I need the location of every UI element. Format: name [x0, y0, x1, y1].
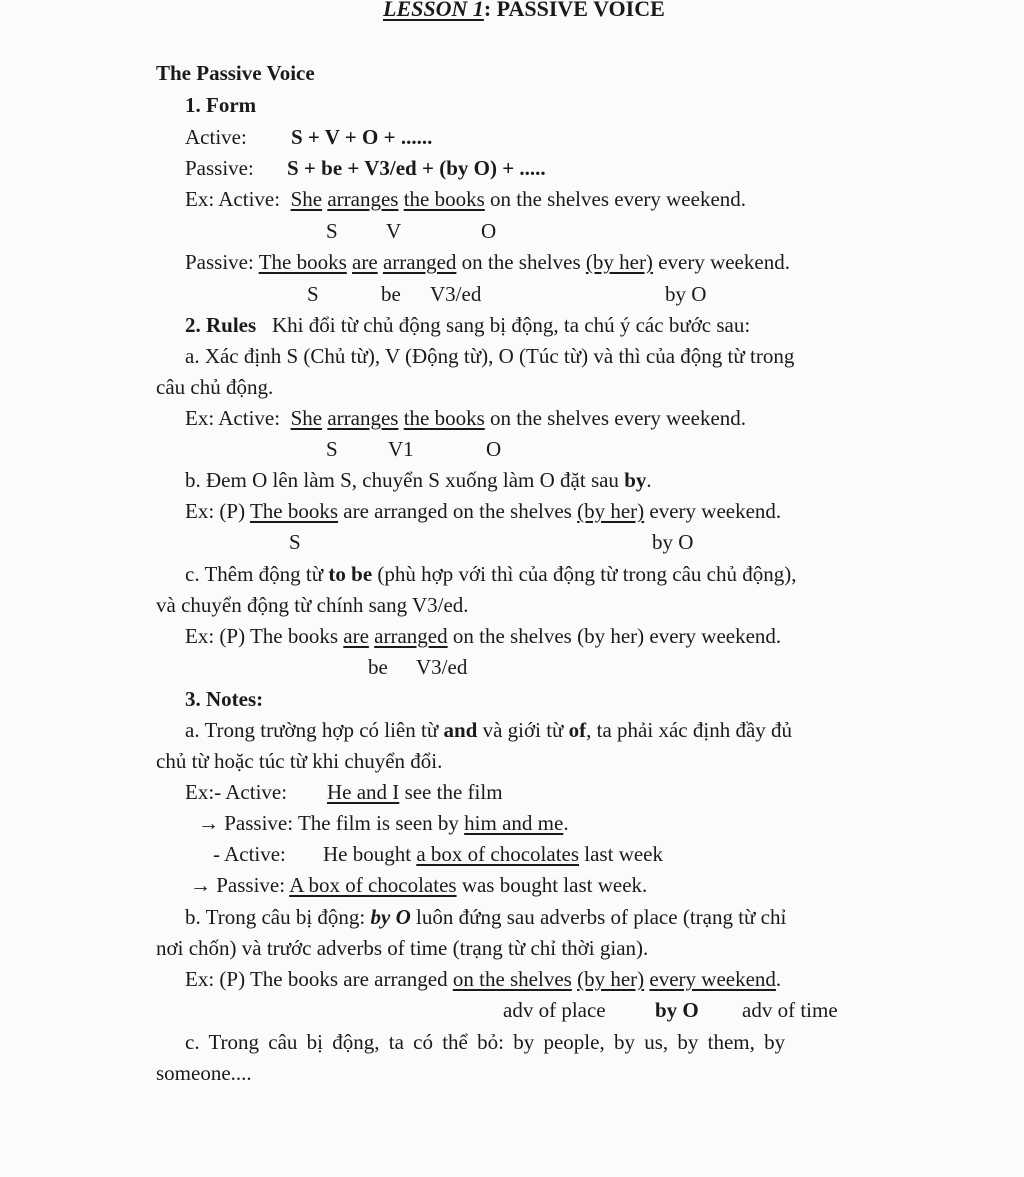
label-s: S — [326, 219, 338, 243]
note-example2-end: last week — [584, 842, 664, 866]
passive-time: every weekend. — [658, 250, 790, 274]
rule-c-label-v3: V3/ed — [416, 655, 468, 679]
note-example1-agent: him and me — [464, 811, 564, 835]
note-b-rest: luôn đứng sau adverbs of place (trạng từ chỉ — [410, 905, 787, 929]
lesson-title — [383, 0, 665, 22]
rule-a-example — [185, 405, 746, 431]
rule-example-rest: on the shelves every weekend. — [490, 406, 747, 430]
plabel-by: by O — [665, 282, 707, 306]
note-example1-rest: see the film — [404, 780, 503, 804]
rule-b-text: b. Đem O lên làm S, chuyển S xuống làm O đặt sau — [185, 468, 625, 492]
rule-c-line2: và chuyển động từ chính sang V3/ed. — [156, 593, 469, 617]
rule-label-o: O — [486, 437, 502, 461]
rule-b-label-by: by O — [652, 530, 694, 554]
note-a-and: and — [443, 718, 478, 742]
rule-example-object: the books — [403, 406, 485, 430]
rule-b-example-mid: are arranged on the shelves — [343, 499, 572, 523]
note-a-mid: và giới từ — [477, 718, 569, 742]
note-a-line1 — [185, 717, 792, 743]
note-a-line2: chủ từ hoặc túc từ khi chuyển đổi. — [156, 749, 443, 773]
section-heading: The Passive Voice — [156, 61, 315, 85]
note-a-example2 — [213, 841, 286, 867]
note-a-example1-body — [327, 779, 503, 805]
rule-c-example-pre: Ex: (P) The books — [185, 624, 339, 648]
lesson-number: LESSON 1 — [383, 0, 484, 21]
rule-b-example-by: (by her) — [577, 499, 645, 523]
rule-c-tobe: to be — [328, 562, 373, 586]
note-b-example-pre: Ex: (P) The books are arranged — [185, 967, 448, 991]
note-example2-label: - Active: — [213, 842, 286, 866]
rule-c-rest: (phù hợp với thì của động từ trong câu chủ động), — [372, 562, 797, 586]
example-rest: on the shelves every weekend. — [490, 187, 747, 211]
note-example2-passive-label: → Passive: — [190, 873, 286, 897]
rules-intro: Khi đổi từ chủ động sang bị động, ta chú ý các bước sau: — [271, 313, 751, 337]
rule-b-example-subject: The books — [249, 499, 339, 523]
example-label: Ex: Active: — [185, 187, 281, 211]
active-label: Active: — [185, 125, 247, 149]
passive-by: (by her) — [585, 250, 653, 274]
passive-v3: arranged — [382, 250, 457, 274]
passive-place: on the shelves — [461, 250, 581, 274]
active-formula-row — [185, 124, 247, 150]
example-object: the books — [403, 187, 485, 211]
form-example-active — [185, 186, 746, 212]
note-b-example — [185, 966, 781, 992]
note-b-example-dot: . — [775, 967, 782, 991]
note-example2-object: a box of chocolates — [416, 842, 580, 866]
note-example2-pre: He bought — [323, 842, 412, 866]
rule-c-example-v3: arranged — [374, 624, 448, 648]
label-o: O — [481, 219, 497, 243]
rule-b-label-s: S — [289, 530, 301, 554]
rule-c-example-end: on the shelves (by her) every weekend. — [452, 624, 782, 648]
passive-example-label: Passive: — [185, 250, 254, 274]
note-example1-passive-text: → Passive: The film is seen by — [198, 811, 459, 835]
rule-c-text: c. Thêm động từ — [185, 562, 329, 586]
note-example1-subject: He and I — [327, 780, 400, 804]
note-b-label-time: adv of time — [742, 998, 838, 1022]
plabel-s: S — [307, 282, 319, 306]
plabel-be: be — [381, 282, 401, 306]
label-v: V — [386, 219, 402, 243]
note-a-of: of — [568, 718, 587, 742]
note-a-example1-passive — [198, 810, 569, 836]
rule-a-line1: a. Xác định S (Chủ từ), V (Động từ), O (Túc từ) và thì của động từ trong — [185, 344, 795, 368]
rule-b-example-label: Ex: (P) — [185, 499, 246, 523]
note-a-example1 — [185, 779, 287, 805]
passive-subject: The books — [258, 250, 347, 274]
rule-c-line1 — [185, 561, 797, 587]
note-b-example-place: on the shelves — [452, 967, 572, 991]
example-verb: arranges — [327, 187, 399, 211]
note-b-byo: by O — [370, 905, 411, 929]
note-b-text: b. Trong câu bị động: — [185, 905, 371, 929]
note-example1-dot: . — [563, 811, 569, 835]
rules-heading: 2. Rules — [185, 313, 257, 337]
rule-b-by: by — [624, 468, 647, 492]
note-b-line1 — [185, 904, 786, 930]
rule-example-label: Ex: Active: — [185, 406, 281, 430]
form-heading: 1. Form — [185, 93, 257, 117]
example-subject: She — [290, 187, 323, 211]
note-example2-passive-subject: A box of chocolates — [289, 873, 457, 897]
passive-label: Passive: — [185, 156, 254, 180]
note-example1-label: Ex:- Active: — [185, 780, 288, 804]
rule-b — [185, 467, 652, 493]
active-formula: S + V + O + ...... — [291, 125, 433, 149]
passive-be: are — [352, 250, 378, 274]
rule-c-label-be: be — [368, 655, 388, 679]
note-a-text: a. Trong trường hợp có liên từ — [185, 718, 444, 742]
note-a-post: , ta phải xác định đầy đủ — [586, 718, 793, 742]
note-b-example-time: every weekend — [649, 967, 776, 991]
note-a-example2-passive — [190, 872, 647, 898]
note-c-line2: someone.... — [156, 1061, 252, 1085]
rule-b-end: . — [646, 468, 652, 492]
note-a-example2-body — [323, 841, 663, 867]
rule-example-subject: She — [290, 406, 323, 430]
rule-b-example-end: every weekend. — [649, 499, 782, 523]
form-example-passive — [185, 249, 790, 275]
rule-label-s: S — [326, 437, 338, 461]
note-b-label-by: by O — [655, 998, 699, 1022]
rule-b-example — [185, 498, 781, 524]
passive-formula: S + be + V3/ed + (by O) + ..... — [287, 156, 546, 180]
note-c-line1: c. Trong câu bị động, ta có thể bỏ: by people, by us, by them, by — [185, 1030, 786, 1054]
notes-heading: 3. Notes: — [185, 687, 264, 711]
plabel-v3: V3/ed — [430, 282, 482, 306]
rules-heading-row — [185, 312, 750, 338]
rule-a-line2: câu chủ động. — [156, 375, 274, 399]
note-example2-passive-end: was bought last week. — [461, 873, 648, 897]
rule-c-example-be: are — [343, 624, 369, 648]
lesson-title-text: : PASSIVE VOICE — [483, 0, 665, 21]
note-b-example-by: (by her) — [577, 967, 645, 991]
rule-label-v: V1 — [388, 437, 414, 461]
note-b-line2: nơi chốn) và trước adverbs of time (trạng từ chỉ thời gian). — [156, 936, 649, 960]
rule-c-example — [185, 623, 781, 649]
rule-example-verb: arranges — [327, 406, 399, 430]
note-b-label-place: adv of place — [503, 998, 606, 1022]
